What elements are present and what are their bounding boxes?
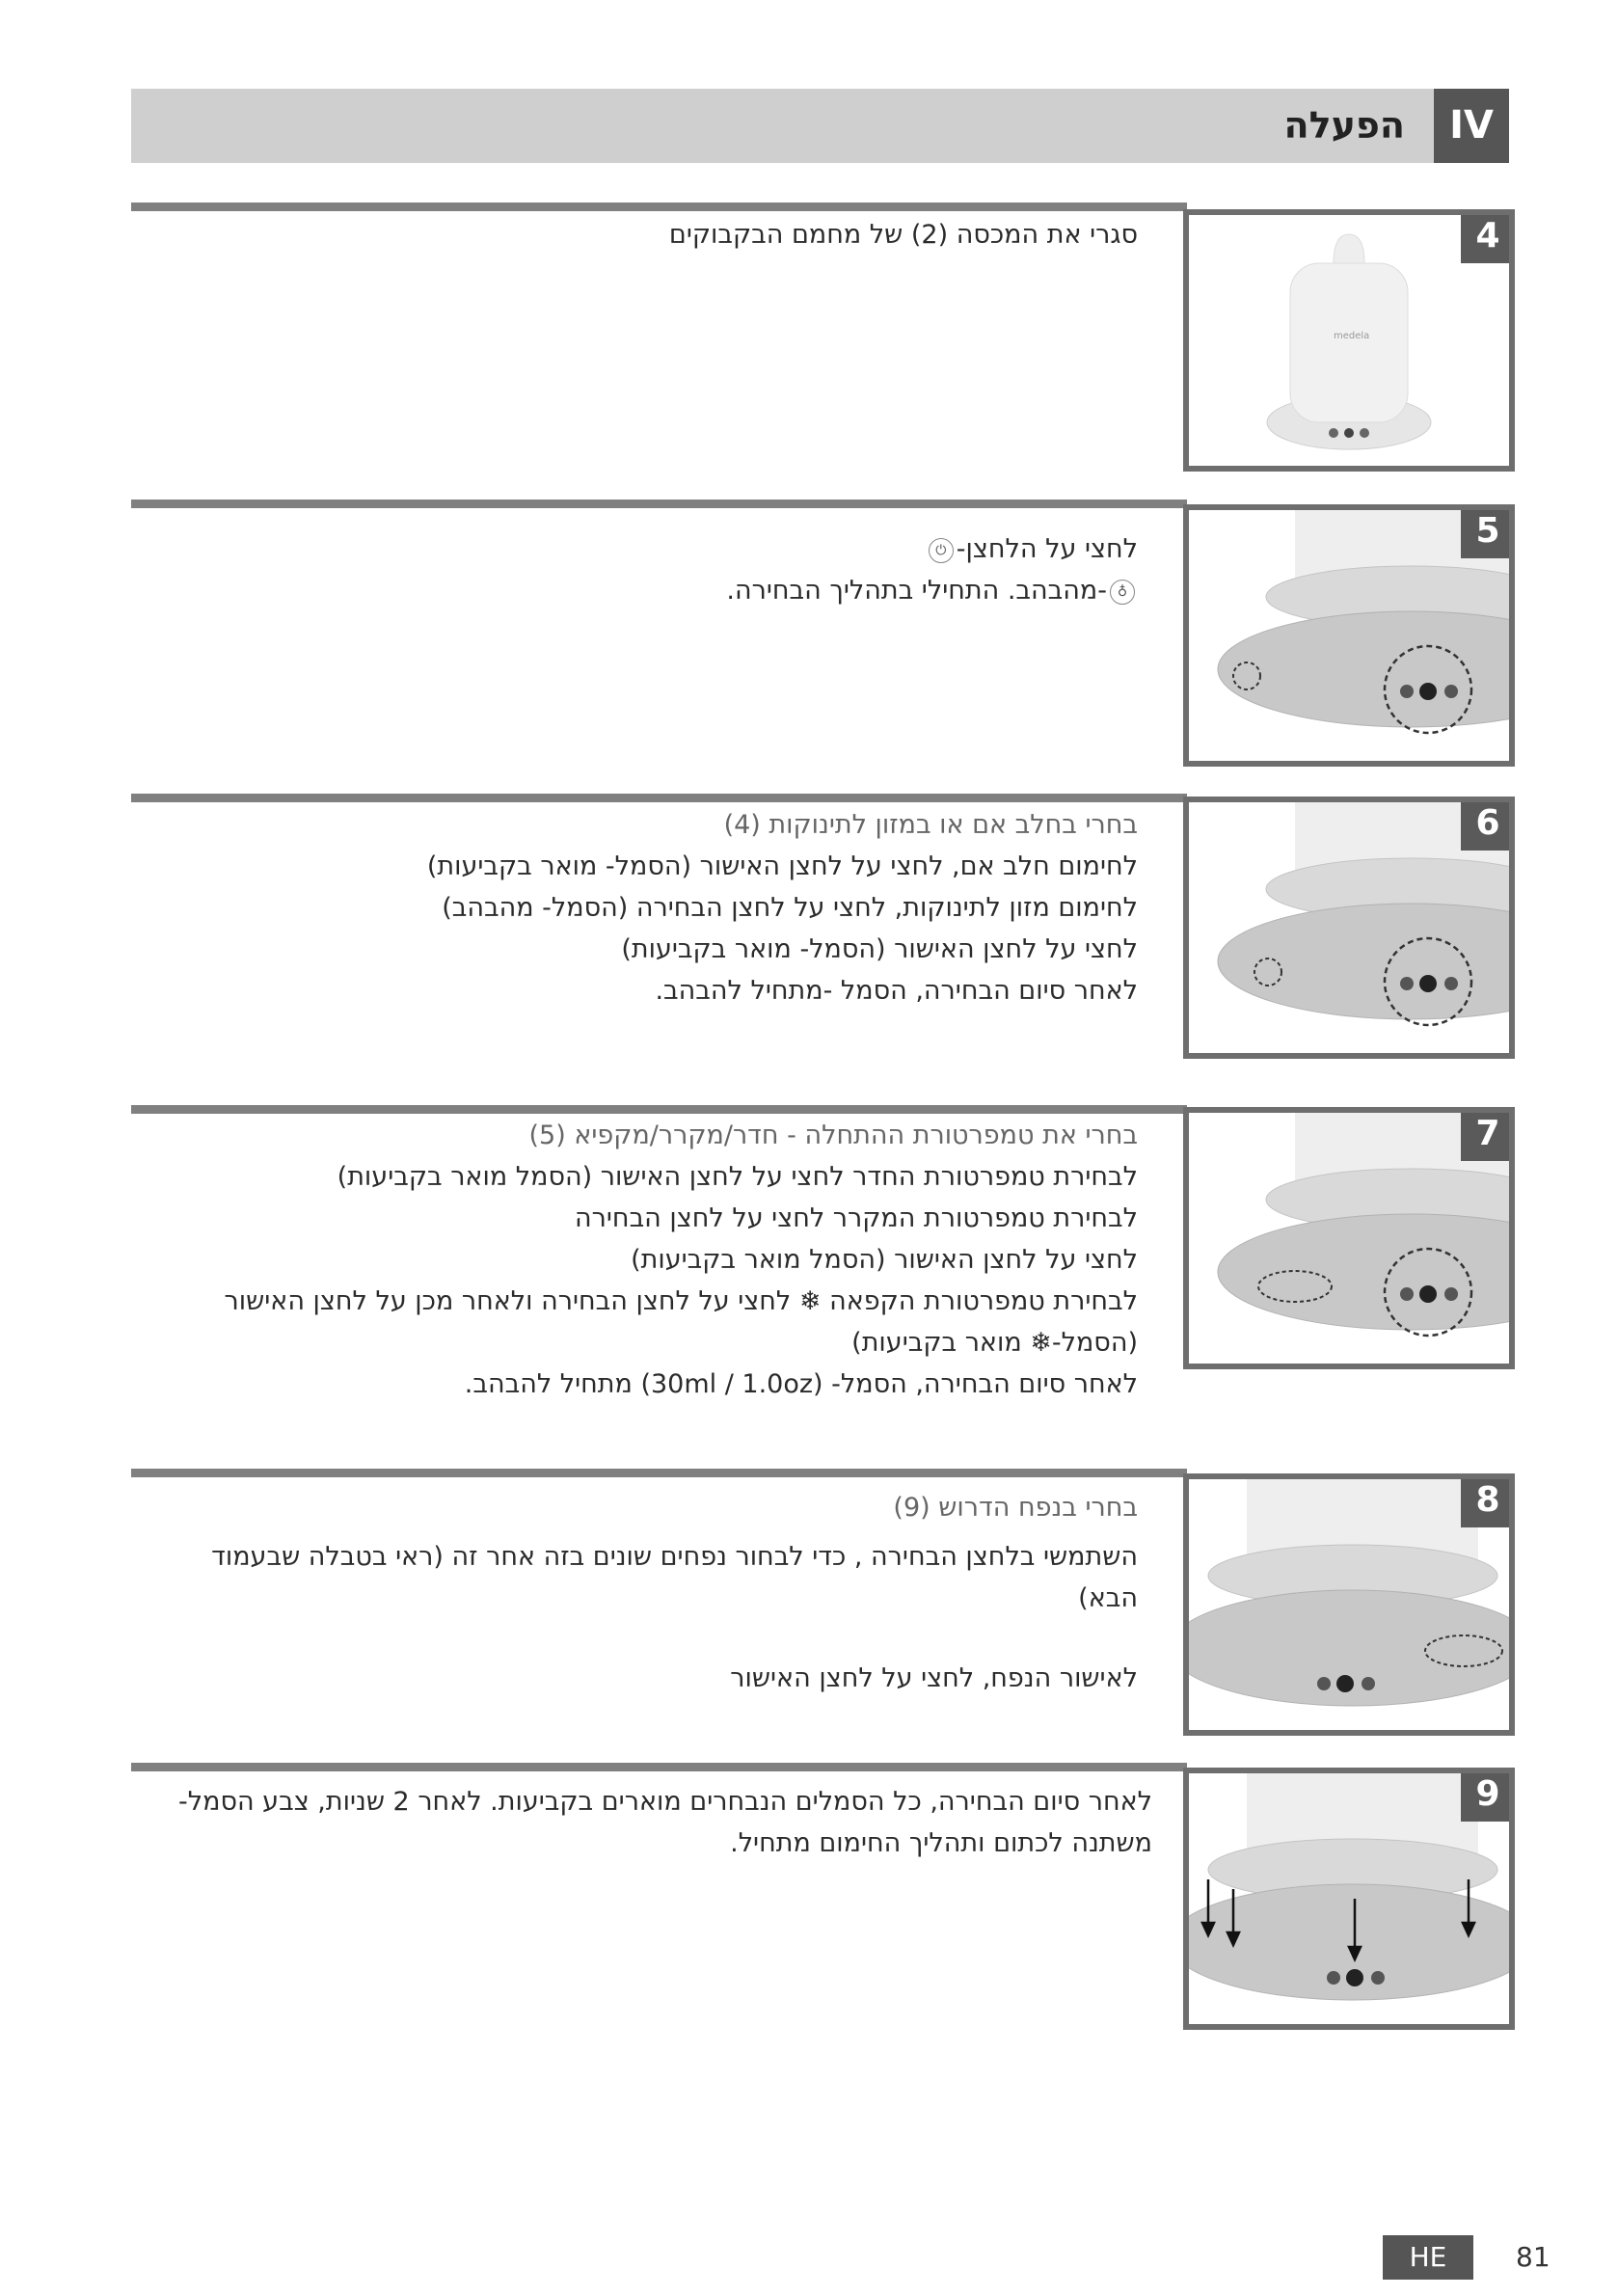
step-4-line-1: סגרי את המכסה (2) של מחמם הבקבוקים (668, 220, 1138, 250)
page-number: 81 (1516, 2241, 1551, 2273)
step-9-number: 9 (1461, 1768, 1515, 1822)
step-7-line-3: לחצי על לחצן האישור (הסמל מואר בקביעות) (631, 1245, 1138, 1275)
step-4-number: 4 (1461, 209, 1515, 263)
step-4-rule (131, 203, 1187, 211)
step-4-text (145, 214, 1138, 256)
step-9-line-1: לאחר סיום הבחירה, כל הסמלים הנבחרים מוארים בקביעות. לאחר 2 שניות, צבע הסמל- משתנה לכתום ותהליך החימום מתחיל. (178, 1787, 1152, 1858)
language-badge: HE (1383, 2235, 1473, 2280)
step-8-photo (1183, 1473, 1515, 1736)
step-6-photo (1183, 797, 1515, 1059)
step-7-line-1: לבחירת טמפרטורת החדר לחצי על לחצן האישור (הסמל מואר בקביעות) (337, 1162, 1138, 1192)
step-6-subtitle: בחרי בחלב אם או במזון לתינוקות (4) (723, 810, 1138, 840)
step-8-subtitle: בחרי בנפח הדרוש (9) (893, 1493, 1138, 1523)
power-icon: ⏻ (929, 538, 954, 563)
step-7-line-2: לבחירת טמפרטורת המקרר לחצי על לחצן הבחירה (575, 1203, 1138, 1233)
step-5-photo (1183, 504, 1515, 767)
step-9-photo (1183, 1768, 1515, 2030)
step-7-line-5: לאחר סיום הבחירה, הסמל- (30ml / 1.0oz) מתחיל להבהב. (464, 1369, 1138, 1399)
step-9-text (145, 1781, 1152, 1864)
step-8-number: 8 (1461, 1473, 1515, 1527)
section-header (131, 89, 1509, 163)
step-8-line-2: לאישור הנפח, לחצי על לחצן האישור (730, 1663, 1138, 1693)
step-7-number: 7 (1461, 1107, 1515, 1161)
section-title: הפעלה (1283, 104, 1405, 147)
step-5-line-2: -מהבהב. התחילי בתהליך הבחירה. (726, 576, 1107, 606)
step-7-rule (131, 1105, 1187, 1114)
step-5-number: 5 (1461, 504, 1515, 558)
step-5-line-1: לחצי על הלחצן- (956, 534, 1138, 564)
step-4-photo (1183, 209, 1515, 472)
step-5-text (145, 528, 1138, 611)
step-8-text (145, 1487, 1138, 1699)
step-6-number: 6 (1461, 797, 1515, 851)
photo-brand-label: medela (1334, 331, 1370, 341)
step-8-line-1: השתמשי בלחצן הבחירה , כדי לבחור נפחים שונים בזה אחר זה (ראי בטבלה שבעמוד הבא) (211, 1542, 1138, 1613)
section-number: IV (1434, 89, 1509, 163)
step-5-rule (131, 500, 1187, 508)
step-7-subtitle: בחרי את טמפרטורת ההתחלה - חדר/מקרר/מקפיא (5) (528, 1121, 1138, 1150)
step-6-line-3: לחצי על לחצן האישור (הסמל- מואר בקביעות) (621, 934, 1138, 964)
step-7-photo (1183, 1107, 1515, 1369)
step-6-line-4: לאחר סיום הבחירה, הסמל -מתחיל להבהב. (655, 976, 1138, 1006)
step-6-rule (131, 794, 1187, 802)
step-9-rule (131, 1763, 1187, 1771)
step-6-line-1: לחימום חלב אם, לחצי על לחצן האישור (הסמל- מואר בקביעות) (426, 851, 1138, 881)
step-8-rule (131, 1469, 1187, 1477)
step-7-text (145, 1115, 1138, 1405)
step-6-text (145, 804, 1138, 1012)
step-6-line-2: לחימום מזון לתינוקות, לחצי על לחצן הבחירה (הסמל- מהבהב) (442, 893, 1138, 923)
bottle-icon: ♁ (1110, 580, 1135, 605)
step-7-line-4: לבחירת טמפרטורת הקפאה ❄ לחצי על לחצן הבחירה ולאחר מכן על לחצן האישור (הסמל-❄ מואר בקביעות) (224, 1286, 1138, 1358)
